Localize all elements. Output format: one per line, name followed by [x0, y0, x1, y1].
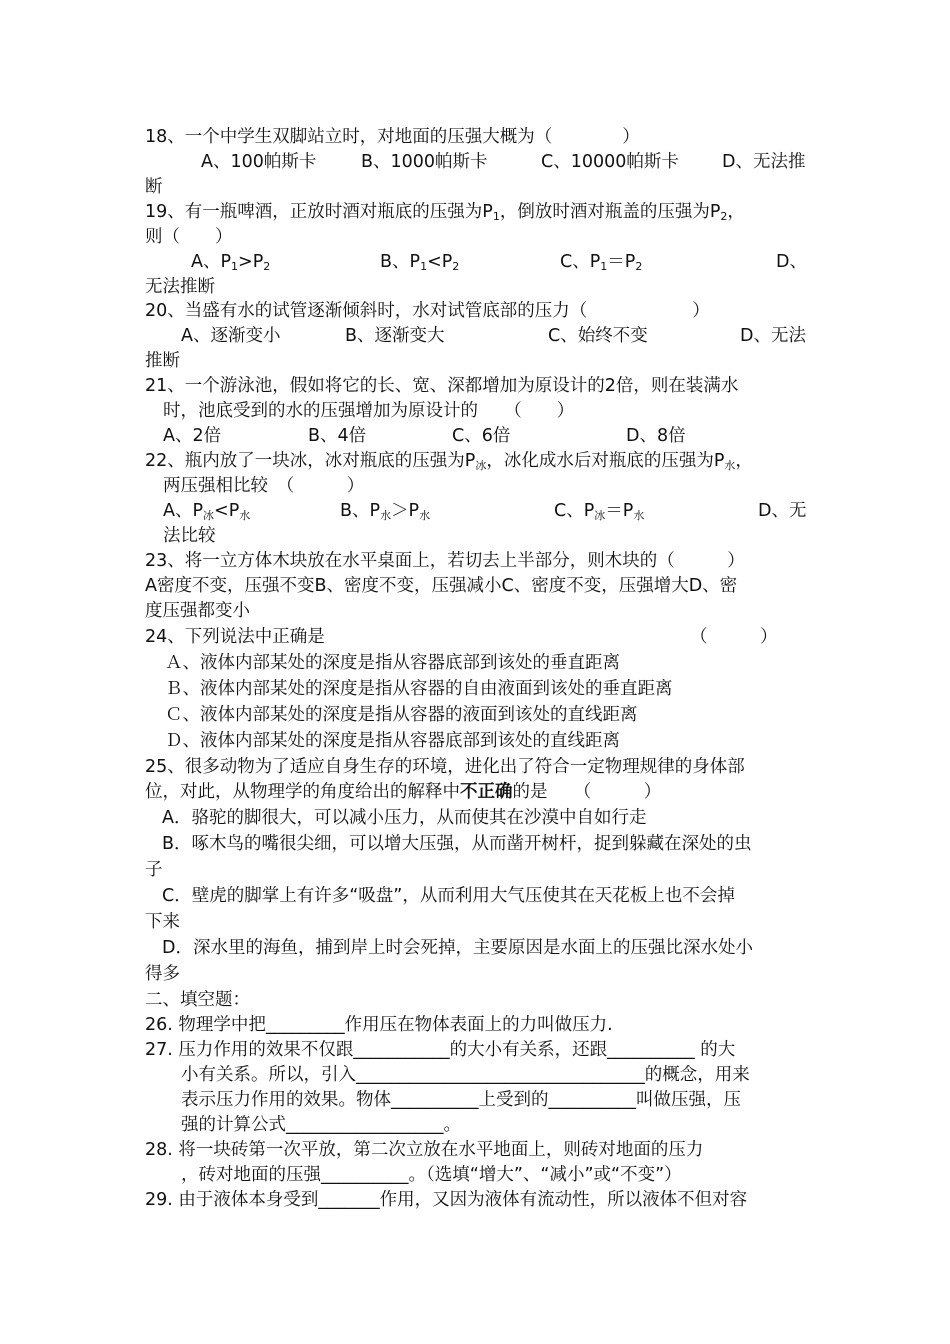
q18-option-a: A、100帕斯卡: [201, 152, 317, 172]
q22-stem-cont: 两压强相比较 （ ）: [163, 476, 365, 496]
q27-line-3: 表示压力作用的效果。物体__________上受到的__________叫做压强，压: [181, 1090, 741, 1110]
q20-option-d-cont: 推断: [145, 351, 180, 371]
q22-stem: 22、瓶内放了一块冰，冰对瓶底的压强为$P_冰$，冰化成水后对瓶底的压强为$P_水$，: [145, 451, 753, 472]
q22-option-c: C、$P_冰=P_水$: [554, 501, 645, 522]
q18-option-b: B、1000帕斯卡: [361, 152, 488, 172]
q25-option-c: C．壁虎的脚掌上有许多“吸盘”，从而利用大气压使其在天花板上也不会掉: [162, 886, 735, 906]
q23-options-cont: 度压强都变小: [145, 601, 250, 621]
q24-answer-paren: （ ）: [690, 627, 778, 647]
q25-stem: 25、很多动物为了适应自身生存的环境，进化出了符合一定物理规律的身体部: [145, 757, 745, 777]
q26-text: 26. 物理学中把_________作用压在物体表面上的力叫做压力.: [145, 1015, 613, 1035]
q19-stem: 19、有一瓶啤酒，正放时酒对瓶底的压强为$P_1$，倒放时酒对瓶盖的压强为$P_2$，: [145, 202, 745, 223]
q24-option-a: Ａ、液体内部某处的深度是指从容器底部到该处的垂直距离: [165, 653, 620, 673]
q27-line-4: 强的计算公式__________________。: [181, 1115, 461, 1135]
q24-stem: 24、下列说法中正确是: [145, 627, 325, 647]
q19-option-d-cont: 无法推断: [145, 277, 215, 297]
q18-stem: 18、一个中学生双脚站立时，对地面的压强大概为（ ）: [145, 127, 640, 147]
q20-option-d: D、无法: [740, 326, 806, 346]
q23-options: A密度不变，压强不变B、密度不变，压强减小C、密度不变，压强增大D、密: [145, 576, 738, 596]
q25-option-a: A．骆驼的脚很大，可以减小压力，从而使其在沙漠中自如行走: [162, 808, 647, 828]
q25-option-d: D．深水里的海鱼，捕到岸上时会死掉，主要原因是水面上的压强比深水处小: [162, 938, 753, 958]
q24-option-d: Ｄ、液体内部某处的深度是指从容器底部到该处的直线距离: [165, 731, 620, 751]
q19-stem-cont: 则（ ）: [145, 227, 233, 247]
q21-option-c: C、6倍: [452, 426, 511, 446]
q21-stem-cont: 时，池底受到的水的压强增加为原设计的 （ ）: [163, 401, 575, 421]
q21-option-d: D、8倍: [626, 426, 686, 446]
q25-option-d-cont: 得多: [145, 964, 180, 984]
q19-option-c: C、$P_1=P_2$: [560, 252, 643, 273]
section-fill-in-heading: 二、填空题：: [145, 990, 250, 1010]
q19-option-d: D、: [776, 252, 807, 272]
q24-option-c: Ｃ、液体内部某处的深度是指从容器的液面到该处的直线距离: [165, 705, 638, 725]
q27-line-1: 27. 压力作用的效果不仅跟___________的大小有关系，还跟__________ 的大: [145, 1040, 736, 1060]
q27-line-2: 小有关系。所以，引入_________________________________的概念，用来: [181, 1065, 750, 1085]
q22-option-a: A、$P_冰<P_水$: [163, 501, 251, 522]
q22-option-b: B、$P_水>P_水$: [340, 501, 431, 522]
q22-option-d: D、无: [758, 501, 807, 521]
q25-option-b-cont: 子: [145, 860, 163, 880]
q29-text: 29. 由于液体本身受到_______作用，又因为液体有流动性，所以液体不但对容: [145, 1190, 748, 1210]
q21-option-b: B、4倍: [308, 426, 367, 446]
q18-option-d: D、无法推: [722, 152, 806, 172]
q28-line-1: 28. 将一块砖第一次平放，第二次立放在水平地面上，则砖对地面的压力: [145, 1140, 704, 1160]
q20-option-c: C、始终不变: [548, 326, 648, 346]
q20-option-b: B、逐渐变大: [345, 326, 445, 346]
q18-option-c: C、10000帕斯卡: [541, 152, 679, 172]
q25-option-b: B．啄木鸟的嘴很尖细，可以增大压强，从而凿开树杆，捉到躲藏在深处的虫: [162, 834, 752, 854]
q24-option-b: Ｂ、液体内部某处的深度是指从容器的自由液面到该处的垂直距离: [165, 679, 673, 699]
q25-stem-cont: 位，对此，从物理学的角度给出的解释中不正确的是 （ ）: [145, 782, 662, 802]
q19-option-a: A、$P_1>P_2$: [191, 252, 271, 273]
q22-option-d-cont: 法比较: [163, 526, 216, 546]
q23-stem: 23、将一立方体木块放在水平桌面上，若切去上半部分，则木块的（ ）: [145, 551, 745, 571]
q18-option-d-cont: 断: [145, 177, 163, 197]
q25-option-c-cont: 下来: [145, 912, 180, 932]
q20-stem: 20、当盛有水的试管逐渐倾斜时，水对试管底部的压力（ ）: [145, 301, 710, 321]
q21-stem: 21、一个游泳池，假如将它的长、宽、深都增加为原设计的2倍，则在装满水: [145, 376, 739, 396]
q25-emphasis: 不正确: [460, 782, 513, 802]
q20-option-a: A、逐渐变小: [181, 326, 281, 346]
q21-option-a: A、2倍: [163, 426, 222, 446]
q28-line-2: ，砖对地面的压强__________。（选填“增大”、“减小”或“不变”）: [181, 1165, 682, 1185]
q19-option-b: B、$P_1<P_2$: [380, 252, 460, 273]
